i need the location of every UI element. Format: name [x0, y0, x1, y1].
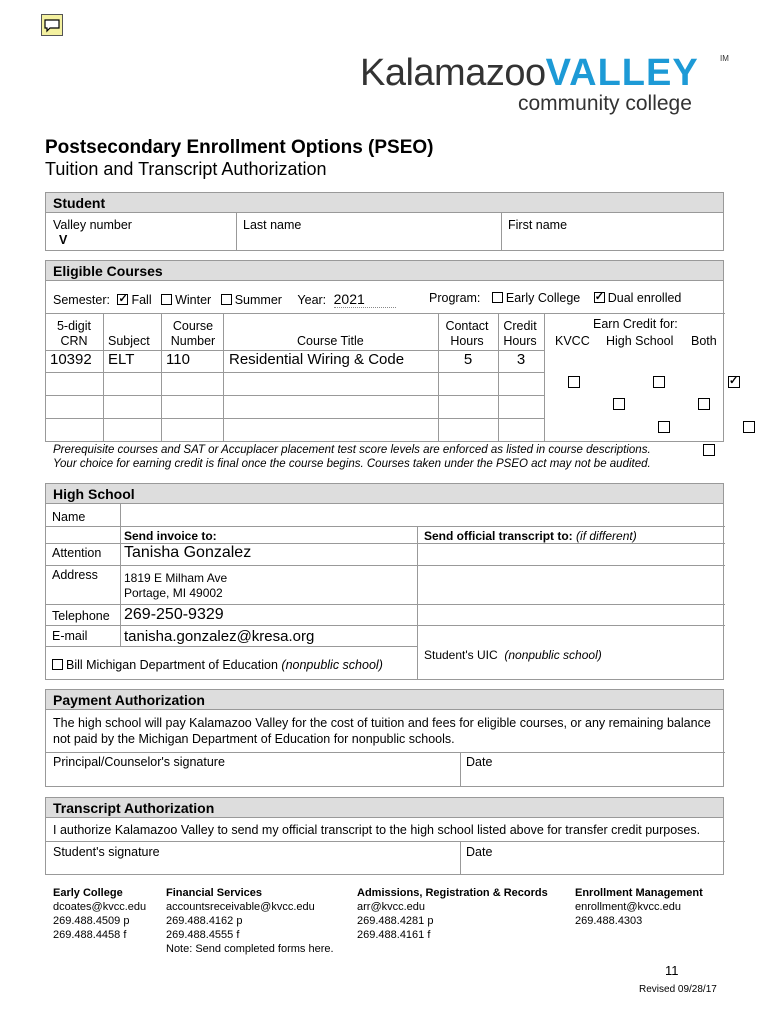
transcript-text: I authorize Kalamazoo Valley to send my official transcript to the high school listed above for transfer credit purposes.: [53, 823, 701, 837]
uic-label: Student's UIC: [424, 648, 498, 662]
footer-financial-services: [166, 886, 334, 956]
payment-date-field[interactable]: Date: [466, 755, 493, 769]
first-name-field[interactable]: First name: [508, 218, 568, 232]
payment-section: [45, 689, 724, 787]
address-label: Address: [52, 568, 98, 582]
credit-note: Your choice for earning credit is final once the course begins. Courses taken under the PSEO act may not be audited.: [53, 458, 651, 470]
fall-label: Fall: [131, 293, 152, 307]
footer-email-link[interactable]: accountsreceivable@kvcc.edu: [166, 901, 315, 913]
footer-heading: Early College: [53, 887, 123, 899]
kvcc-credit-checkbox[interactable]: [613, 398, 625, 410]
footer-email-link[interactable]: dcoates@kvcc.edu: [53, 901, 147, 913]
address-line2[interactable]: Portage, MI 49002: [124, 586, 223, 600]
bill-mde-label: Bill Michigan Department of Education: [66, 658, 278, 672]
hs-credit-checkbox[interactable]: [653, 376, 665, 388]
footer-note: Note: Send completed forms here.: [166, 943, 334, 955]
kvcc-credit-checkbox[interactable]: [658, 421, 670, 433]
credit-hours-field[interactable]: 3: [516, 351, 526, 368]
page-subtitle: Tuition and Transcript Authorization: [45, 159, 327, 179]
col-both-header: Both: [691, 334, 717, 348]
footer-heading: Admissions, Registration & Records: [357, 887, 548, 899]
footer-enrollment: [575, 886, 703, 928]
payment-heading: Payment Authorization: [46, 690, 723, 710]
student-section: [45, 192, 724, 251]
subject-field[interactable]: ELT: [108, 351, 135, 368]
footer-heading: Enrollment Management: [575, 887, 703, 899]
kvcc-credit-checkbox[interactable]: [703, 444, 715, 456]
transcript-header-note: (if different): [576, 529, 637, 543]
page-title: Postsecondary Enrollment Options (PSEO): [45, 137, 434, 158]
prereq-note: Prerequisite courses and SAT or Accuplacer placement test score levels are enforced as listed in course descriptions.: [53, 444, 651, 456]
col-hs-header: High School: [606, 334, 674, 348]
hs-credit-checkbox[interactable]: [698, 398, 710, 410]
transcript-date-field[interactable]: Date: [466, 845, 493, 859]
contact-hours-field[interactable]: 5: [463, 351, 473, 368]
earn-credit-header: Earn Credit for:: [593, 317, 678, 331]
bill-mde-checkbox[interactable]: [52, 659, 63, 670]
winter-checkbox[interactable]: [161, 294, 172, 305]
year-label: Year:: [297, 293, 327, 307]
footer-admissions: [357, 886, 548, 942]
footer-phone: 269.488.4303: [575, 915, 643, 927]
dual-enrolled-checkbox[interactable]: [594, 292, 605, 303]
invoice-header: Send invoice to:: [124, 529, 217, 543]
comment-icon[interactable]: [41, 14, 63, 36]
footer-fax: 269.488.4161 f: [357, 929, 431, 941]
early-college-label: Early College: [505, 291, 581, 305]
address-line1[interactable]: 1819 E Milham Ave: [124, 571, 228, 585]
student-signature-field[interactable]: Student's signature: [53, 845, 160, 859]
logo-subtitle: community college: [518, 92, 692, 115]
kvcc-credit-checkbox[interactable]: [568, 376, 580, 388]
principal-signature-field[interactable]: Principal/Counselor's signature: [53, 755, 225, 769]
footer-early-college: [53, 886, 146, 942]
winter-label: Winter: [175, 293, 212, 307]
eligible-courses-heading: Eligible Courses: [46, 261, 723, 281]
semester-row: [53, 291, 396, 308]
footer-phone: 269.488.4281 p: [357, 915, 434, 927]
col-subject-header: Subject: [108, 334, 150, 348]
email-label: E-mail: [52, 629, 88, 643]
last-name-field[interactable]: Last name: [243, 218, 302, 232]
program-label: Program:: [429, 291, 481, 305]
attention-field[interactable]: Tanisha Gonzalez: [124, 544, 252, 561]
footer-phone: 269.488.4162 p: [166, 915, 243, 927]
course-title-field[interactable]: Residential Wiring & Code: [229, 351, 405, 368]
hs-name-field[interactable]: [120, 504, 724, 526]
college-logo: [360, 52, 740, 122]
col-title-header: Course Title: [297, 334, 364, 348]
summer-checkbox[interactable]: [221, 294, 232, 305]
high-school-heading: High School: [46, 484, 723, 504]
footer-email-link[interactable]: enrollment@kvcc.edu: [575, 901, 681, 913]
student-heading: Student: [46, 193, 723, 213]
logo-trademark: IM: [720, 54, 729, 63]
bill-mde-row: [52, 658, 383, 672]
col-kvcc-header: KVCC: [555, 334, 590, 348]
uic-row[interactable]: [424, 648, 602, 662]
transcript-heading: Transcript Authorization: [46, 798, 723, 818]
telephone-field[interactable]: 269-250-9329: [124, 606, 224, 623]
year-field[interactable]: 2021: [334, 291, 396, 308]
dual-enrolled-label: Dual enrolled: [607, 291, 682, 305]
both-credit-checkbox[interactable]: [728, 376, 740, 388]
col-number-header: Course Number: [170, 319, 216, 348]
logo-text-kalamazoo: Kalamazoo: [360, 52, 546, 94]
telephone-label: Telephone: [52, 609, 110, 623]
col-contact-header: Contact Hours: [445, 319, 489, 348]
footer-fax: 269.488.4458 f: [53, 929, 127, 941]
crn-field[interactable]: 10392: [50, 351, 92, 368]
eligible-courses-section: [45, 260, 724, 442]
page-number: 11: [665, 963, 679, 978]
email-field[interactable]: tanisha.gonzalez@kresa.org: [124, 628, 315, 645]
col-credit-header: Credit Hours: [503, 319, 537, 348]
footer-phone: 269.488.4509 p: [53, 915, 130, 927]
payment-text: The high school will pay Kalamazoo Valley for the cost of tuition and fees for eligible courses, or any remaining balance not paid by the Michigan Department of Education for nonpublic schools.: [53, 716, 711, 746]
footer-fax: 269.488.4555 f: [166, 929, 240, 941]
summer-label: Summer: [234, 293, 282, 307]
bill-mde-note: (nonpublic school): [281, 658, 383, 672]
valley-number-label: Valley number: [53, 218, 132, 232]
footer-heading: Financial Services: [166, 887, 262, 899]
col-crn-header: 5-digit CRN: [56, 319, 92, 348]
footer-email-link[interactable]: arr@kvcc.edu: [357, 901, 426, 913]
fall-checkbox[interactable]: [117, 294, 128, 305]
hs-credit-checkbox[interactable]: [743, 421, 755, 433]
hs-name-label: Name: [52, 510, 86, 524]
revised-date: Revised 09/28/17: [639, 984, 717, 995]
valley-number-field[interactable]: V: [59, 233, 68, 247]
program-row: [429, 291, 681, 305]
uic-note: (nonpublic school): [504, 648, 602, 662]
logo-text-valley: VALLEY: [545, 52, 699, 94]
early-college-checkbox[interactable]: [492, 292, 503, 303]
course-number-field[interactable]: 110: [166, 351, 190, 368]
high-school-section: [45, 483, 724, 680]
semester-label: Semester:: [53, 293, 110, 307]
transcript-section: [45, 797, 724, 875]
attention-label: Attention: [52, 546, 102, 560]
transcript-header-label: Send official transcript to:: [424, 529, 573, 543]
transcript-header: [424, 529, 637, 543]
